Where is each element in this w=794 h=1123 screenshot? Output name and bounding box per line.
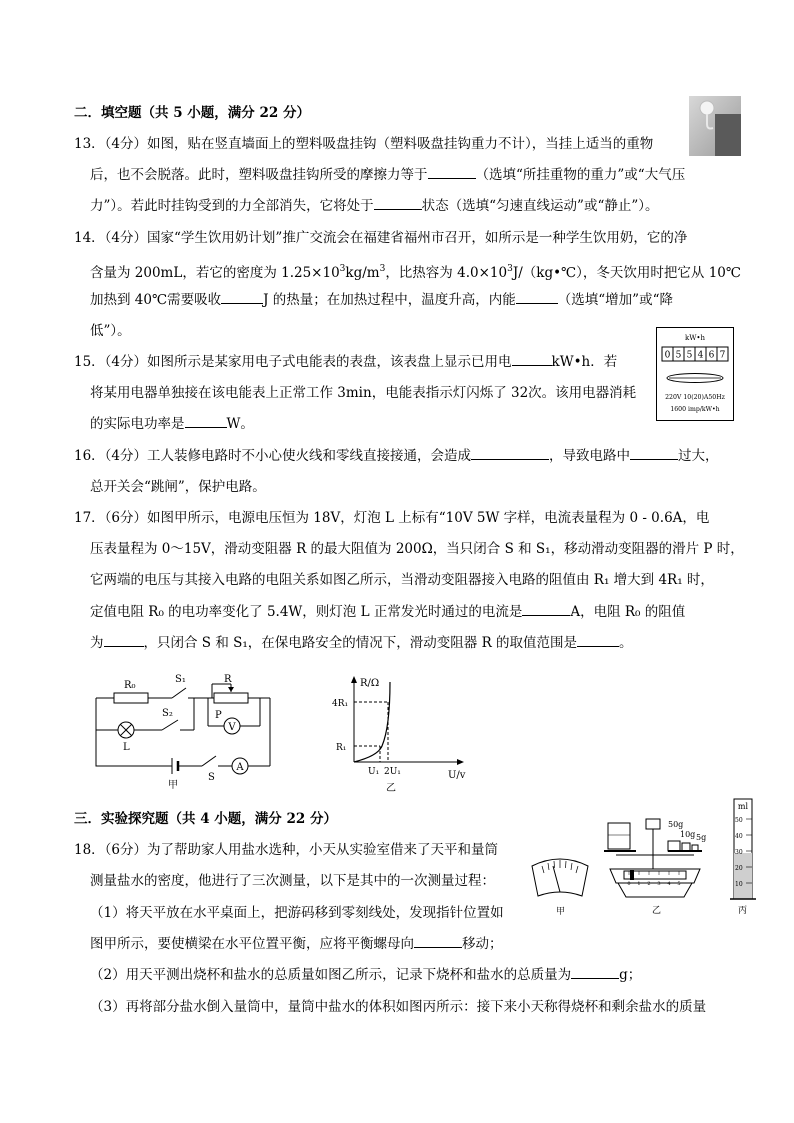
weight-10g: [682, 843, 690, 851]
label-10g: 10g: [680, 830, 696, 839]
q18-text-5b: g；: [619, 967, 642, 983]
q14-text-2c: ，比热容为 4.0×10: [385, 265, 508, 281]
q14-sup-1: 3: [339, 264, 346, 274]
q17-blank-2[interactable]: [104, 634, 144, 647]
q18-line-6: （3）再将部分盐水倒入量筒中，量筒中盐水的体积如图丙所示：接下来小天称得烧杯和剩余盐水的质量: [90, 999, 707, 1015]
label-s2: S₂: [162, 708, 173, 719]
q13-text-2b: （选填“所挂重物的重力”或“大气压: [475, 167, 686, 183]
scale-tick: 3: [657, 881, 661, 887]
meter-imp: 1600 imp/kW•h: [670, 406, 720, 413]
q16-line-1: [74, 447, 719, 465]
q18-text-4b: 移动；: [462, 936, 503, 952]
balance: [602, 813, 712, 921]
q17-text-5a: 为: [90, 635, 104, 651]
suction-hook-photo: [689, 96, 741, 156]
meter-digit: 5: [686, 350, 693, 361]
q14-text-3c: （选填“增加”或“降: [557, 292, 673, 308]
q13-line-3: [90, 197, 659, 215]
label-l: L: [123, 742, 130, 753]
q17-line-5: [90, 634, 633, 652]
cylinder-tick: 30: [735, 849, 743, 856]
q18-line-2: 测量盐水的密度，他进行了三次测量，以下是其中的一次测量过程：: [90, 873, 495, 889]
q15-text-1a: 15．（4分）如图所示是某家用电子式电能表的表盘，该表盘上显示已用电: [74, 354, 512, 370]
balance-pointer-scale: [528, 852, 592, 918]
cylinder-tick: 50: [735, 817, 743, 824]
q17-text-4b: A，电阻 R₀ 的阻值: [570, 604, 686, 620]
q17-text-5c: 。: [619, 635, 633, 651]
meter-digit: 5: [675, 350, 682, 361]
q18-text-4a: 图甲所示，要使横梁在水平位置平衡，应将平衡螺母向: [90, 936, 414, 952]
cylinder-tick: 10: [735, 881, 743, 888]
scale-tick: 0: [627, 881, 631, 887]
r0-resistor: [114, 693, 148, 703]
q16-text-1b: ，导致电路中: [549, 448, 631, 464]
q18-blank-1[interactable]: [414, 935, 462, 948]
q17-line-1: 17．（6分）如图甲所示，电源电压恒为 18V，灯泡 L 上标有“10V 5W 字样，电流表量程为 0 - 0.6A，电: [74, 510, 710, 526]
section-3-heading: 三．实验探究题（共 4 小题，满分 22 分）: [74, 811, 337, 827]
q17-line-4: [90, 603, 685, 621]
label-a: A: [236, 762, 244, 773]
q17-blank-3[interactable]: [577, 634, 619, 647]
rheostat: [214, 693, 248, 703]
q13-text-3a: 力”）。若此时挂钩受到的力全部消失，它将处于: [90, 198, 374, 214]
q18-line-1: 18．（6分）为了帮助家人用盐水选种，小天从实验室借来了天平和量筒: [74, 842, 499, 858]
q16-blank-1[interactable]: [471, 447, 549, 460]
label-r: R: [224, 674, 232, 685]
electric-meter: [656, 327, 734, 421]
q13-line-1: 13．（4分）如图，贴在竖直墙面上的塑料吸盘挂钩（塑料吸盘挂钩重力不计），当挂上适当的重物: [74, 136, 654, 152]
graph-ylabel: R/Ω: [360, 678, 380, 689]
q15-line-3: [90, 415, 254, 433]
q14-line-4: 低”）。: [90, 323, 131, 339]
label-50g: 50g: [668, 820, 684, 829]
q16-line-2: 总开关会“跳闸”，保护电路。: [90, 479, 266, 495]
q14-sup-3: 3: [507, 264, 513, 274]
meter-digit: 0: [664, 350, 671, 361]
q13-line-2: [90, 166, 685, 184]
label-5g: 5g: [696, 833, 707, 842]
q17-line-3: 它两端的电压与其接入电路的电阻关系如图乙所示，当滑动变阻器接入电路的阻值由 R₁ 增大到 4R₁ 时，: [90, 572, 714, 588]
tick-4r1: 4R₁: [332, 699, 349, 709]
q17-blank-1[interactable]: [522, 603, 570, 616]
q16-text-1c: 过大，: [678, 448, 719, 464]
tick-u1: U₁: [368, 767, 380, 777]
q15-text-1b: kW•h．若: [551, 354, 618, 370]
q17-text-5b: ，只闭合 S 和 S₁，在保电路安全的情况下，滑动变阻器 R 的取值范围是: [143, 635, 578, 651]
label-ml: ml: [737, 802, 749, 811]
label-p: P: [215, 710, 222, 721]
slider-rider: [630, 870, 634, 880]
scale-tick: 4: [667, 881, 671, 887]
meter-spec: 220V 10(20)A50Hz: [665, 394, 725, 401]
caption-jia: 甲: [168, 780, 178, 791]
q15-text-3a: 的实际电功率是: [90, 416, 185, 432]
q18-blank-2[interactable]: [571, 966, 619, 979]
q15-blank-1[interactable]: [512, 353, 552, 366]
label-s: S: [208, 772, 215, 783]
caption-lab-jia: 甲: [556, 907, 566, 917]
saltwater-level: [734, 853, 752, 899]
q17-text-4a: 定值电阻 R₀ 的电功率变化了 5.4W，则灯泡 L 正常发光时通过的电流是: [90, 604, 523, 620]
q13-text-3b: 状态（选填“匀速直线运动”或“静止”）。: [421, 198, 659, 214]
q14-blank-1[interactable]: [221, 291, 263, 304]
scale-tick: 5: [677, 881, 681, 887]
q13-text-2a: 后，也不会脱落。此时，塑料吸盘挂钩所受的摩擦力等于: [90, 167, 428, 183]
q18-line-5: [90, 966, 641, 984]
q18-line-4: [90, 935, 503, 953]
caption-yi: 乙: [386, 783, 396, 794]
label-s1: S₁: [175, 674, 186, 685]
q18-line-3: （1）将天平放在水平桌面上，把游码移到零刻线处，发现指针位置如: [90, 905, 504, 921]
q14-blank-2[interactable]: [516, 291, 558, 304]
meter-digit: 7: [719, 350, 726, 361]
cylinder-tick: 20: [735, 865, 743, 872]
tick-2u1: 2U₁: [384, 767, 401, 777]
q14-line-1: 14．（4分）国家“学生饮用奶计划”推广交流会在福建省福州市召开，如所示是一种学生饮用奶，它的净: [74, 230, 688, 246]
scale-tick: 2: [647, 881, 651, 887]
q14-text-3a: 加热到 40℃需要吸收: [90, 292, 222, 308]
q17-line-2: 压表量程为 0～15V，滑动变阻器 R 的最大阻值为 200Ω，当只闭合 S 和 S₁，移动滑动变阻器的滑片 P 时，: [90, 541, 744, 557]
circuit-diagram: [90, 668, 280, 796]
q15-blank-2[interactable]: [185, 415, 227, 428]
resistance-curve: [354, 682, 390, 762]
cylinder-tick: 40: [735, 833, 743, 840]
meter-digit: 4: [697, 350, 704, 361]
section-2-heading: 二．填空题（共 5 小题，满分 22 分）: [74, 105, 310, 121]
scale-tick: 1: [637, 881, 641, 887]
beaker: [608, 823, 630, 849]
label-r0: R₀: [124, 680, 136, 691]
resistance-voltage-graph: [330, 672, 470, 796]
q14-text-3b: J 的热量；在加热过程中，温度升高，内能: [263, 292, 516, 308]
caption-lab-bing: 丙: [738, 906, 748, 916]
q18-text-5a: （2）用天平测出烧杯和盐水的总质量如图乙所示，记录下烧杯和盐水的总质量为: [90, 967, 572, 983]
q13-blank-2[interactable]: [374, 197, 422, 210]
q14-text-2a: 含量为 200mL，若它的密度为 1.25×10: [90, 265, 340, 281]
q16-blank-2[interactable]: [630, 447, 678, 460]
q15-line-1: [74, 353, 617, 371]
q13-blank-1[interactable]: [428, 166, 476, 179]
meter-digits: [662, 347, 728, 361]
q15-line-2: 将某用电器单独接在该电能表上正常工作 3min，电能表指示灯闪烁了 32次。该用电器消耗: [90, 385, 637, 401]
q16-text-1a: 16．（4分）工人装修电路时不小心使火线和零线直接接通，会造成: [74, 448, 472, 464]
q14-line-2: [90, 260, 741, 282]
meter-unit: kW•h: [684, 334, 706, 342]
q14-sup-2: 3: [379, 264, 386, 274]
weight-50g: [668, 841, 680, 851]
measuring-cylinder: [728, 795, 758, 919]
label-v: V: [228, 722, 236, 733]
q14-line-3: [90, 291, 673, 309]
q15-text-3b: W。: [226, 416, 254, 432]
tick-r1: R₁: [336, 743, 347, 753]
q14-text-2d: J/（kg•℃），冬天饮用时把它从 10℃: [512, 265, 741, 281]
graph-xlabel: U/v: [448, 770, 466, 781]
meter-digit: 6: [708, 350, 715, 361]
q14-text-2b: kg/m: [345, 265, 380, 281]
caption-lab-yi: 乙: [652, 906, 662, 916]
